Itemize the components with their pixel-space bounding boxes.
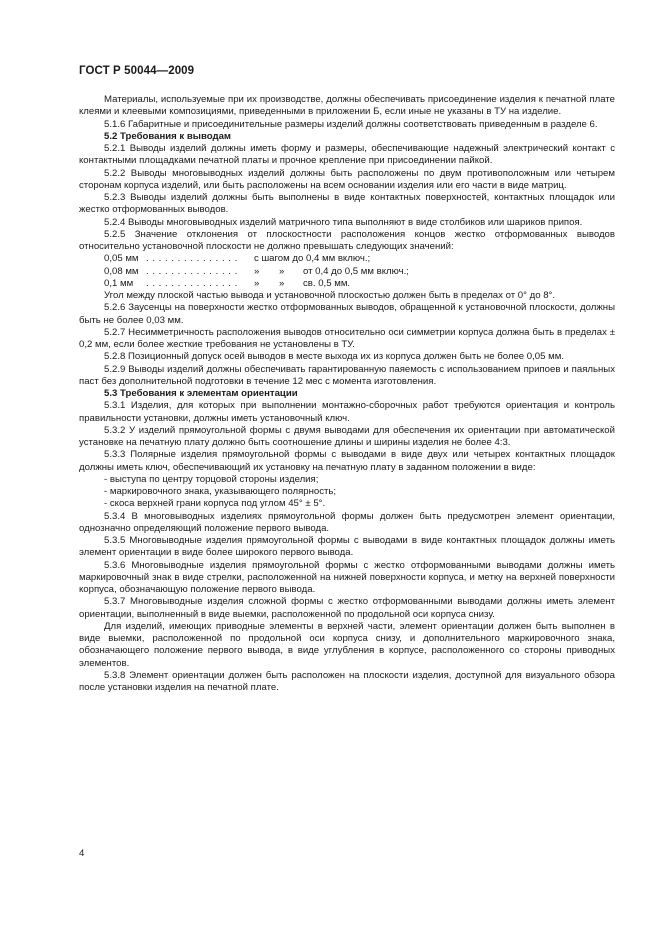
tolerance-row: [79, 266, 615, 278]
paragraph-5-1-6: 5.1.6 Габаритные и присоединительные размеры изделий должны соответствовать приведенным в разделе 6.: [104, 118, 598, 130]
ditto-mark: »: [254, 265, 260, 277]
section-heading-5-3: 5.3 Требования к элементам ориентации: [104, 388, 298, 399]
ditto-mark: »: [279, 265, 285, 277]
paragraph-5-2-5: 5.2.5 Значение отклонения от плоскостности расположения концов жестко отформованных выводов относительно установочной плоскости не должно превышать следующих значений:: [79, 228, 615, 252]
leader-dots: . . . . . . . . . . . . . . .: [146, 277, 238, 289]
paragraph-5-2-7: 5.2.7 Несимметричность расположения выводов относительно оси симметрии корпуса должна быть в пределах ± 0,2 мм, если более жесткие требования не установлены в ТУ.: [79, 326, 615, 350]
ditto-mark: »: [254, 277, 260, 289]
tolerance-condition: с шагом до 0,4 мм включ.;: [254, 253, 371, 265]
section-heading-5-2: 5.2 Требования к выводам: [104, 130, 231, 142]
tolerance-value: 0,08 мм: [104, 265, 139, 277]
paragraph-5-3-8: 5.3.8 Элемент ориентации должен быть расположен на плоскости изделия, доступной для визуального обзора после установки изделия на печатной плате.: [79, 669, 615, 693]
paragraph-5-3-7: 5.3.7 Многовыводные изделия сложной формы с жестко отформованными выводами должны иметь элемент ориентации, выполненный в виде выемки, расположенной по продольной оси корпуса снизу.: [79, 596, 615, 620]
ditto-mark: »: [279, 277, 285, 289]
tolerance-value: 0,1 мм: [104, 277, 134, 289]
paragraph: Для изделий, имеющих приводные элементы в верхней части, элемент ориентации должен быть выполнен в виде выемки, расположенной по продольной оси корпуса снизу, и дополнительного маркировочного знака, обозначающего положение первого вывода, в виде углубления в корпусе, расположенного со стороны приводных элементов.: [79, 620, 615, 669]
paragraph-5-2-4: 5.2.4 Выводы многовыводных изделий матричного типа выполняют в виде столбиков или шариков припоя.: [104, 216, 583, 228]
paragraph-5-2-8: 5.2.8 Позиционный допуск осей выводов в месте выхода их из корпуса должен быть не более 0,05 мм.: [104, 351, 564, 363]
paragraph-5-3-4: 5.3.4 В многовыводных изделиях прямоугольной формы должен быть предусмотрен элемент ориентации, однозначно определяющий положение первого вывода.: [79, 510, 615, 534]
list-item: - маркировочного знака, указывающего полярность;: [104, 486, 337, 497]
paragraph: Материалы, используемые при их производстве, должны обеспечивать присоединение изделия к печатной плате клеями и клеевыми композициями, приведенными в приложении Б, если иные не указаны в ТУ на изделие.: [79, 94, 615, 118]
list-item: - скоса верхней грани корпуса под углом 45° ± 5°.: [104, 498, 326, 510]
tolerance-condition: св. 0,5 мм.: [303, 277, 351, 289]
list-item: - выступа по центру торцовой стороны изделия;: [104, 473, 319, 485]
paragraph-5-2-1: 5.2.1 Выводы изделий должны иметь форму и размеры, обеспечивающие надежный электрический контакт с контактными площадками печатной платы и прочное крепление при присоединении пайкой.: [79, 143, 615, 167]
page-number: 4: [79, 848, 85, 859]
paragraph-5-3-3: 5.3.3 Полярные изделия прямоугольной формы с выводами в виде двух или четырех контактных площадок должны иметь ключ, обеспечивающий их установку на печатную плату в заданном положении в виде:: [79, 449, 615, 473]
paragraph-5-2-9: 5.2.9 Выводы изделий должны обеспечивать гарантированную паяемость с использованием припоев и паяльных паст без дополнительной подготовки в течение 12 мес с момента изготовления.: [79, 363, 615, 387]
document-body: [79, 94, 615, 694]
paragraph-5-2-6: 5.2.6 Заусенцы на поверхности жестко отформованных выводов, обращенной к установочной плоскости, должны быть не более 0,03 мм.: [79, 302, 615, 326]
paragraph-5-3-6: 5.3.6 Многовыводные изделия прямоугольной формы с жестко отформованными выводами должны иметь маркировочный знак в виде стрелки, расположенной на нижней поверхности корпуса, и метку на верхней поверхности корпуса, обозначающую положение первого вывода.: [79, 559, 615, 595]
paragraph-angle: Угол между плоской частью вывода и установочной плоскостью должен быть в пределах от 0° до 8°.: [104, 290, 556, 301]
leader-dots: . . . . . . . . . . . . . . .: [146, 253, 238, 265]
paragraph-5-3-1: 5.3.1 Изделия, для которых при выполнении монтажно-сборочных работ требуются ориентация и контроль правильности установки, должны иметь установочный ключ.: [79, 400, 615, 424]
paragraph-5-2-3: 5.2.3 Выводы изделий должны быть выполнены в виде контактных поверхностей, контактных площадок или жестко отформованных выводов.: [79, 192, 615, 216]
tolerance-condition: от 0,4 до 0,5 мм включ.;: [303, 265, 409, 277]
leader-dots: . . . . . . . . . . . . . . .: [146, 265, 238, 277]
tolerance-row: [79, 278, 615, 290]
paragraph-5-3-2: 5.3.2 У изделий прямоугольной формы с двумя выводами для обеспечения их ориентации при автоматической установке на печатную плату должно быть соотношение длины и ширины изделия не более 4:3.: [79, 424, 615, 448]
tolerance-value: 0,05 мм: [104, 253, 139, 265]
tolerance-row: [79, 253, 615, 265]
document-header: ГОСТ Р 50044—2009: [79, 65, 195, 77]
paragraph-5-3-5: 5.3.5 Многовыводные изделия прямоугольной формы с выводами в виде контактных площадок должны иметь элемент ориентации в виде более широкого первого вывода.: [79, 535, 615, 559]
paragraph-5-2-2: 5.2.2 Выводы многовыводных изделий должны быть расположены по двум противоположным или четырем сторонам корпуса изделий, или быть расположены на всем основании изделия или его части в виде матриц.: [79, 167, 615, 191]
